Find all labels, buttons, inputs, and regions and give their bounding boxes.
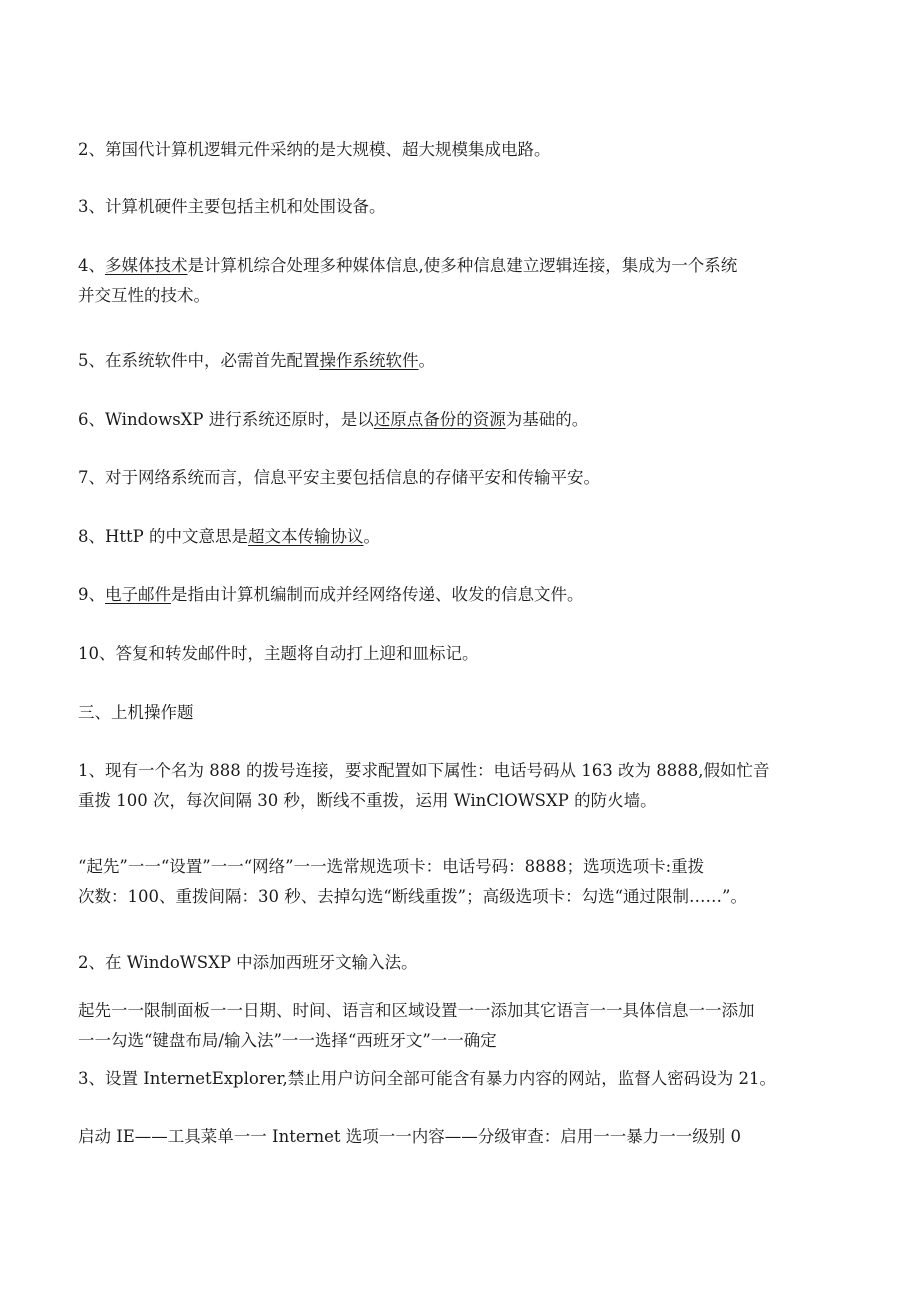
- line: [78, 948, 868, 978]
- text-run: 2、在 WindoWSXP 中添加西班牙文输入法。: [78, 953, 418, 972]
- text-run: 。: [418, 351, 435, 370]
- line: [78, 698, 868, 728]
- text-run: 10、答复和转发邮件时，主题将自动打上迎和皿标记。: [78, 644, 479, 663]
- paragraph-3-hardware: [78, 192, 868, 222]
- question-3-internet-explorer: [78, 1064, 868, 1094]
- text-run: 启动 IE——工具菜单一一 Internet 选项一一内容——分级审查：启用一一暴力一一级别 0: [78, 1127, 741, 1146]
- question-1-dialup: [78, 756, 868, 816]
- paragraph-8-http: [78, 522, 868, 552]
- paragraph-9-email: [78, 580, 868, 610]
- text-run: 4、: [78, 256, 105, 275]
- text-run: 9、: [78, 585, 105, 604]
- line: [78, 251, 868, 281]
- section-heading-practical: [78, 698, 868, 728]
- answer-3-internet-explorer: [78, 1122, 868, 1152]
- text-run: 。: [363, 527, 380, 546]
- text-run: 为基础的。: [505, 410, 589, 429]
- paragraph-4-multimedia: [78, 251, 868, 311]
- underlined-term: 操作系统软件: [319, 351, 419, 370]
- text-run: 起先一一限制面板一一日期、时间、语言和区域设置一一添加其它语言一一具体信息一一添加: [78, 1001, 755, 1020]
- underlined-term: 超文本传输协议: [248, 527, 364, 546]
- line: [78, 996, 868, 1026]
- line: [78, 192, 868, 222]
- line: [78, 346, 868, 376]
- line: [78, 639, 868, 669]
- text-run: 次数：100、重拨间隔：30 秒、去掉勾选“断线重拨”；高级选项卡：勾选“通过限制……”。: [78, 887, 747, 906]
- line: [78, 786, 868, 816]
- paragraph-10-reply-forward: [78, 639, 868, 669]
- answer-1-dialup: [78, 852, 868, 912]
- paragraph-6-windows-restore: [78, 405, 868, 435]
- text-run: 6、WindowsXP 进行系统还原时，是以: [78, 410, 374, 429]
- underlined-term: 还原点备份的资源: [373, 410, 506, 429]
- paragraph-2-4th-gen-logic: [78, 135, 868, 165]
- line: [78, 135, 868, 165]
- line: [78, 580, 868, 610]
- line: [78, 1026, 868, 1056]
- line: [78, 1122, 868, 1152]
- line: [78, 463, 868, 493]
- line: [78, 1064, 868, 1094]
- line: [78, 882, 868, 912]
- paragraph-7-network-security: [78, 463, 868, 493]
- text-run: 一一勾选“键盘布局/输入法”一一选择“西班牙文”一一确定: [78, 1031, 497, 1050]
- line: [78, 852, 868, 882]
- line: [78, 756, 868, 786]
- text-run: 并交互性的技术。: [78, 286, 210, 305]
- line: [78, 522, 868, 552]
- text-run: 7、对于网络系统而言，信息平安主要包括信息的存储平安和传输平安。: [78, 468, 600, 487]
- text-run: 3、设置 InternetExplorer,禁止用户访问全部可能含有暴力内容的网站，监督人密码设为 21。: [78, 1069, 777, 1088]
- answer-2-spanish-input: [78, 996, 868, 1056]
- text-run: “起先”一一“设置”一一“网络”一一选常规选项卡：电话号码：8888；选项选项卡:重拨: [78, 857, 705, 876]
- text-run: 三、上机操作题: [78, 703, 194, 722]
- underlined-term: 电子邮件: [105, 585, 171, 604]
- text-run: 2、第国代计算机逻辑元件采纳的是大规模、超大规模集成电路。: [78, 140, 551, 159]
- text-run: 重拨 100 次，每次间隔 30 秒，断线不重拨，运用 WinClOWSXP 的防火墙。: [78, 791, 657, 810]
- text-run: 1、现有一个名为 888 的拨号连接，要求配置如下属性：电话号码从 163 改为 8888,假如忙音: [78, 761, 770, 780]
- text-run: 是指由计算机编制而成并经网络传递、收发的信息文件。: [171, 585, 584, 604]
- text-run: 是计算机综合处理多种媒体信息,使多种信息建立逻辑连接，集成为一个系统: [187, 256, 738, 275]
- text-run: 5、在系统软件中，必需首先配置: [78, 351, 320, 370]
- paragraph-5-system-software: [78, 346, 868, 376]
- underlined-term: 多媒体技术: [105, 256, 188, 275]
- line: [78, 281, 868, 311]
- question-2-spanish-input: [78, 948, 868, 978]
- line: [78, 405, 868, 435]
- text-run: 8、HttP 的中文意思是: [78, 527, 248, 546]
- text-run: 3、计算机硬件主要包括主机和处围设备。: [78, 197, 386, 216]
